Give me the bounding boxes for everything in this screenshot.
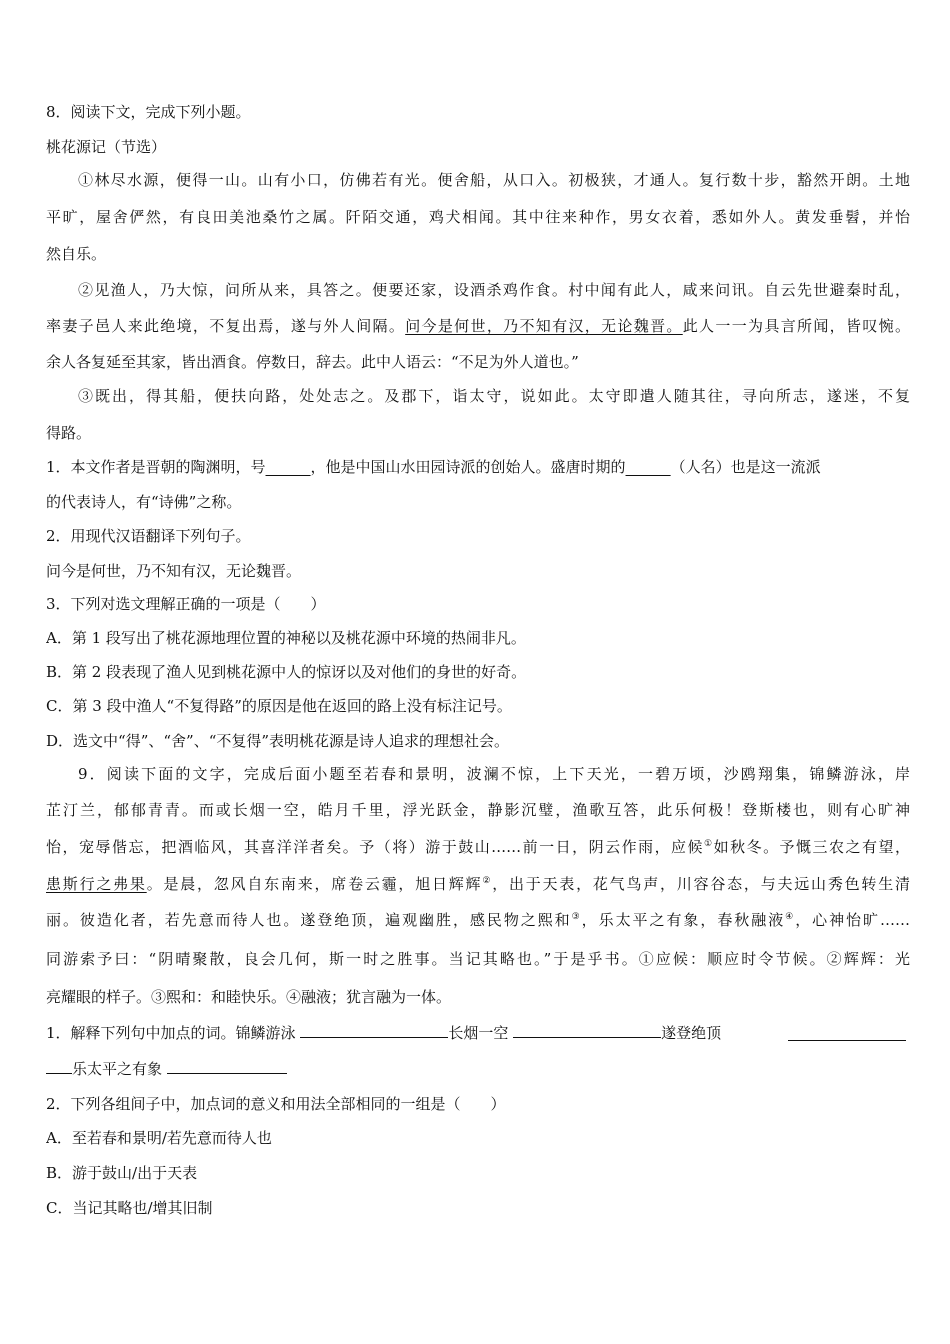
answer-blank[interactable] xyxy=(513,1022,661,1038)
question-8-header: 8．阅读下文，完成下列小题。 xyxy=(46,103,251,121)
q8-3-option-d[interactable]: D．选文中“得”、“舍”、“不复得”表明桃花源是诗人追求的理想社会。 xyxy=(46,732,510,750)
footnote-mark: ④ xyxy=(785,912,796,922)
q9-line6: 同游索予曰：“阴晴聚散，良会几何，斯一时之胜事。当记其略也。”于是乎书。①应候：顺应时令节候。②辉辉：光 xyxy=(46,950,910,968)
q8-3-option-a[interactable]: A．第 1 段写出了桃花源地理位置的神秘以及桃花源中环境的热闹非凡。 xyxy=(46,629,526,647)
passage-p2-line3: 余人各复延至其家，皆出酒食。停数日，辞去。此中人语云：“不足为外人道也。” xyxy=(46,353,579,371)
passage-p1-line1: ①林尽水源，便得一山。山有小口，仿佛若有光。便舍船，从口入。初极狭，才通人。复行数十步，豁然开朗。土地 xyxy=(78,171,910,189)
q8-3-prompt: 3．下列对选文理解正确的一项是（ ） xyxy=(46,595,326,613)
passage-p3-line1: ③既出，得其船，便扶向路，处处志之。及郡下，诣太守，说如此。太守即遣人随其往，寻向所志，遂迷，不复 xyxy=(78,387,910,405)
q9-line3: 怡，宠辱偕忘，把酒临风，其喜洋洋者矣。予（将）游于鼓山……前一日，阴云作雨，应候①如秋冬。予慨三农之有望， xyxy=(46,838,910,856)
q8-2-prompt: 2．用现代汉语翻译下列句子。 xyxy=(46,527,251,545)
footnote-mark: ① xyxy=(704,839,714,849)
q9-line4: 患斯行之弗果。是晨，忽风自东南来，席卷云霾，旭日辉辉②，出于天表，花气鸟声，川容谷态，与夫远山秀色转生清 xyxy=(46,875,910,893)
answer-blank[interactable]: ______ xyxy=(625,458,671,476)
passage-p3-line2: 得路。 xyxy=(46,424,92,442)
q9-2-option-c[interactable]: C．当记其略也/增其旧制 xyxy=(46,1199,213,1217)
answer-blank[interactable] xyxy=(300,1022,448,1038)
answer-blank[interactable] xyxy=(46,1058,72,1074)
q9-2-prompt: 2．下列各组间子中，加点词的意义和用法全部相同的一组是（ ） xyxy=(46,1095,506,1113)
underlined-phrase: 患斯行之弗果 xyxy=(46,875,147,893)
q9-2-option-b[interactable]: B．游于鼓山/出于天表 xyxy=(46,1164,198,1182)
q9-line7: 亮耀眼的样子。③熙和：和睦快乐。④融液；犹言融为一体。 xyxy=(46,988,452,1006)
footnote-mark: ③ xyxy=(571,912,582,922)
passage-p2-line2: 率妻子邑人来此绝境，不复出焉，遂与外人间隔。问今是何世，乃不知有汉，无论魏晋。此人一一为具言所闻，皆叹惋。 xyxy=(46,317,910,335)
answer-blank[interactable]: ______ xyxy=(265,458,311,476)
q9-line1: 9．阅读下面的文字，完成后面小题至若春和景明，波澜不惊，上下天光，一碧万顷，沙鸥翔集，锦鳞游泳，岸 xyxy=(78,765,910,783)
q8-3-option-b[interactable]: B．第 2 段表现了渔人见到桃花源中人的惊讶以及对他们的身世的好奇。 xyxy=(46,663,527,681)
answer-blank[interactable] xyxy=(788,1025,906,1041)
underlined-sentence: 问今是何世，乃不知有汉，无论魏晋。 xyxy=(405,317,683,335)
answer-blank[interactable] xyxy=(167,1058,287,1074)
q9-2-option-a[interactable]: A．至若春和景明/若先意而待人也 xyxy=(46,1129,272,1147)
q9-1-line1: 1．解释下列句中加点的词。锦鳞游泳 长烟一空 遂登绝顶 xyxy=(46,1024,722,1042)
q8-1-line2: 的代表诗人，有“诗佛”之称。 xyxy=(46,493,242,511)
q9-line5: 丽。彼造化者，若先意而待人也。遂登绝顶，遍观幽胜，感民物之熙和③，乐太平之有象，春秋融液④，心神怡旷…… xyxy=(46,911,910,929)
passage-title: 桃花源记（节选） xyxy=(46,138,167,156)
q8-3-option-c[interactable]: C．第 3 段中渔人“不复得路”的原因是他在返回的路上没有标注记号。 xyxy=(46,697,512,715)
q9-line2: 芷汀兰，郁郁青青。而或长烟一空，皓月千里，浮光跃金，静影沉璧，渔歌互答，此乐何极！登斯楼也，则有心旷神 xyxy=(46,801,910,819)
q9-1-line2: 乐太平之有象 xyxy=(46,1058,910,1079)
passage-p1-line2: 平旷，屋舍俨然，有良田美池桑竹之属。阡陌交通，鸡犬相闻。其中往来种作，男女衣着，悉如外人。黄发垂髫，并怡 xyxy=(46,208,910,226)
footnote-mark: ② xyxy=(482,876,493,886)
passage-p2-line1: ②见渔人，乃大惊，问所从来，具答之。便要还家，设酒杀鸡作食。村中闻有此人，咸来问讯。自云先世避秦时乱， xyxy=(78,281,910,299)
passage-p1-line3: 然自乐。 xyxy=(46,245,107,263)
q8-2-sentence: 问今是何世，乃不知有汉，无论魏晋。 xyxy=(46,562,302,580)
q8-1-line1: 1．本文作者是晋朝的陶渊明，号______，他是中国山水田园诗派的创始人。盛唐时期的______（人名）也是这一流派 xyxy=(46,458,821,476)
